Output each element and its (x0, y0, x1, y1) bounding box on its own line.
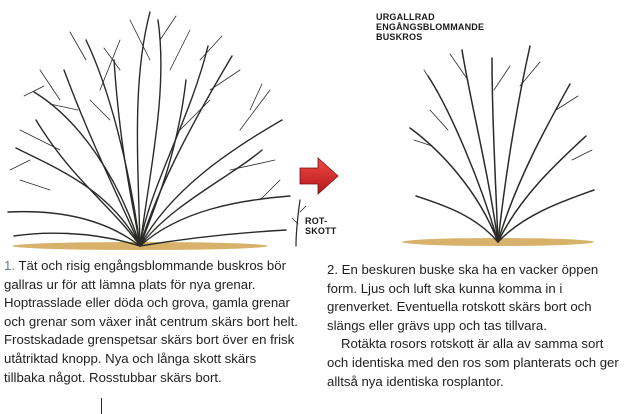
caption-left-number: 1. (4, 258, 15, 273)
caption-right-text-1: En beskuren buske ska ha en vacker öppen form. Ljus och luft ska kunna komma in i grenverket. Eventuella rotskott skärs bort och slängs eller grävs upp och tas tillvara. (327, 262, 599, 333)
pruned-bush-illustration (402, 46, 594, 246)
caption-right (327, 261, 627, 391)
page-edge-mark (101, 398, 102, 414)
caption-left (4, 257, 300, 387)
root-shoot-label: ROT- SKOTT (305, 216, 337, 236)
dense-bush-illustration (8, 12, 306, 250)
caption-right-text-2: Rotäkta rosors rotskott är alla av samma sort och identiska med den ros som planterats och ger alltså nya identiska rosplantor. (327, 336, 619, 389)
caption-right-number: 2. (327, 262, 338, 277)
right-arrow-icon (300, 158, 338, 194)
caption-left-text: Tät och risig engångsblommande buskros bör gallras ur för att lämna plats för nya grenar. Hoptrasslade eller döda och grova, gamla grenar och grenar som växer inåt centrum skärs bort helt. Frostskadade grenspetsar skärs bort över en frisk utåtriktad knopp. Nya och långa skott skärs tillbaka något. Rosstubbar skärs bort. (4, 258, 298, 385)
after-pruning-title: URGALLRAD ENGÅNGSBLOMMANDE BUSKROS (376, 12, 485, 42)
